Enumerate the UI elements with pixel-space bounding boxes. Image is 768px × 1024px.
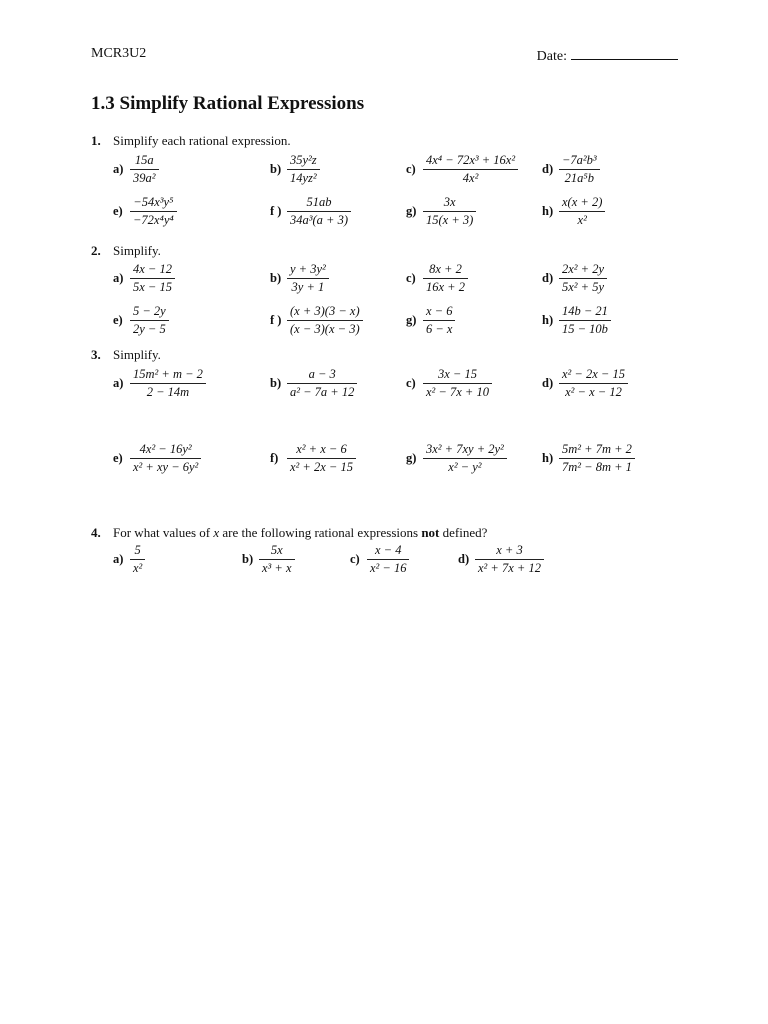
fraction: $\frac{\text{4x² − 16y²}}{\text{x² + xy − 6y²}}$ [130, 443, 201, 474]
q1-part-b: b) $\frac{\text{35y²z}}{\text{14yz²}}$ [270, 154, 320, 185]
q1-part-f: f ) $\frac{51ab}{\text{34a³(a + 3)}}$ [270, 196, 351, 227]
page-title: 1.3 Simplify Rational Expressions [91, 93, 365, 114]
q2-part-d: d) $\frac{\text{2x² + 2y}}{\text{5x² + 5y}}$ [542, 263, 607, 294]
q2-part-e: e) $\frac{5 - 2y}{2y - 5}$ [113, 305, 169, 336]
question-2: 2. Simplify. [91, 243, 161, 258]
fraction: $\frac{5 - 2y}{2y - 5}$ [130, 305, 169, 336]
question-1: 1. Simplify each rational expression. [91, 133, 291, 148]
q4-part-a: a) $\frac{5}{\text{x²}}$ [113, 544, 145, 575]
question-4: 4. For what values of x are the following rational expressions not defined? [91, 525, 488, 540]
fraction: $\frac{3x - 15}{\text{x² − 7x + 10}}$ [423, 368, 492, 399]
q4-part-c: c) $\frac{x - 4}{\text{x² − 16}}$ [350, 544, 409, 575]
fraction: $\frac{a - 3}{\text{a² − 7a + 12}}$ [287, 368, 357, 399]
fraction: $\frac{3x}{15(x + 3)}$ [423, 196, 476, 227]
course-code: MCR3U2 [91, 46, 147, 61]
fraction: $\frac{5x}{\text{x³ + x}}$ [259, 544, 295, 575]
q1-part-e: e) $\frac{\text{−54x³y⁵}}{\text{−72x⁴y⁴}}$ [113, 196, 177, 227]
fraction: $\frac{8x + 2}{16x + 2}$ [423, 263, 468, 294]
q1-part-d: d) $\frac{\text{−7a²b³}}{\text{21a⁵b}}$ [542, 154, 600, 185]
question-1-prompt: Simplify each rational expression. [113, 133, 291, 148]
fraction: $\frac{\text{15m² + m − 2}}{2 - 14m}$ [130, 368, 206, 399]
fraction: $\frac{51ab}{\text{34a³(a + 3)}}$ [287, 196, 351, 227]
q2-part-a: a) $\frac{4x - 12}{5x - 15}$ [113, 263, 175, 294]
fraction: $\frac{\text{3x² + 7xy + 2y²}}{\text{x² − y²}}$ [423, 443, 507, 474]
q3-part-c: c) $\frac{3x - 15}{\text{x² − 7x + 10}}$ [406, 368, 492, 399]
q1-part-a: a) $\frac{15a}{\text{39a²}}$ [113, 154, 159, 185]
fraction: $\frac{x - 4}{\text{x² − 16}}$ [367, 544, 409, 575]
fraction: $\frac{\text{−7a²b³}}{\text{21a⁵b}}$ [559, 154, 600, 185]
date-field [537, 46, 678, 65]
fraction: $\frac{\text{x² − 2x − 15}}{\text{x² − x − 12}}$ [559, 368, 628, 399]
fraction: $\frac{\text{−54x³y⁵}}{\text{−72x⁴y⁴}}$ [130, 196, 177, 227]
q2-part-b: b) $\frac{\text{y + 3y²}}{3y + 1}$ [270, 263, 329, 294]
q3-part-e: e) $\frac{\text{4x² − 16y²}}{\text{x² + xy − 6y²}}$ [113, 443, 201, 474]
q2-part-f: f ) $\frac{(x + 3)(3 - x)}{(x - 3)(x - 3)}$ [270, 305, 363, 336]
question-2-prompt: Simplify. [113, 243, 161, 258]
q3-part-g: g) $\frac{\text{3x² + 7xy + 2y²}}{\text{x² − y²}}$ [406, 443, 507, 474]
fraction: $\frac{x - 6}{6 - x}$ [423, 305, 455, 336]
q3-part-a: a) $\frac{\text{15m² + m − 2}}{2 - 14m}$ [113, 368, 206, 399]
question-3-prompt: Simplify. [113, 347, 161, 362]
q1-part-h: h) $\frac{x(x + 2)}{\text{x²}}$ [542, 196, 605, 227]
question-4-prompt: For what values of x are the following rational expressions not defined? [113, 525, 488, 540]
q2-part-g: g) $\frac{x - 6}{6 - x}$ [406, 305, 455, 336]
q2-part-h: h) $\frac{14b - 21}{15 - 10b}$ [542, 305, 611, 336]
fraction: $\frac{\text{x² + x − 6}}{\text{x² + 2x − 15}}$ [287, 443, 356, 474]
date-label: Date: [536, 49, 567, 64]
question-3: 3. Simplify. [91, 347, 161, 362]
q3-part-d: d) $\frac{\text{x² − 2x − 15}}{\text{x² − x − 12}}$ [542, 368, 628, 399]
q4-part-d: d) $\frac{x + 3}{\text{x² + 7x + 12}}$ [458, 544, 544, 575]
fraction: $\frac{\text{y + 3y²}}{3y + 1}$ [287, 263, 329, 294]
fraction: $\frac{15a}{\text{39a²}}$ [130, 154, 159, 185]
fraction: $\frac{\text{35y²z}}{\text{14yz²}}$ [287, 154, 320, 185]
fraction: $\frac{x(x + 2)}{\text{x²}}$ [559, 196, 605, 227]
q3-part-b: b) $\frac{a - 3}{\text{a² − 7a + 12}}$ [270, 368, 357, 399]
q1-part-c: c) $\frac{\text{4x⁴ − 72x³ + 16x²}}{\text{4x²}}$ [406, 154, 518, 185]
q2-part-c: c) $\frac{8x + 2}{16x + 2}$ [406, 263, 468, 294]
fraction: $\frac{\text{2x² + 2y}}{\text{5x² + 5y}}$ [559, 263, 607, 294]
q4-part-b: b) $\frac{5x}{\text{x³ + x}}$ [242, 544, 295, 575]
fraction: $\frac{\text{5m² + 7m + 2}}{\text{7m² − 8m + 1}}$ [559, 443, 635, 474]
fraction: $\frac{(x + 3)(3 - x)}{(x - 3)(x - 3)}$ [287, 305, 363, 336]
fraction: $\frac{14b - 21}{15 - 10b}$ [559, 305, 611, 336]
q3-part-f: f) $\frac{\text{x² + x − 6}}{\text{x² + 2x − 15}}$ [270, 443, 356, 474]
q1-part-g: g) $\frac{3x}{15(x + 3)}$ [406, 196, 476, 227]
date-blank-line [571, 46, 678, 60]
q3-part-h: h) $\frac{\text{5m² + 7m + 2}}{\text{7m² − 8m + 1}}$ [542, 443, 635, 474]
fraction: $\frac{x + 3}{\text{x² + 7x + 12}}$ [475, 544, 544, 575]
fraction: $\frac{4x - 12}{5x - 15}$ [130, 263, 175, 294]
fraction: $\frac{5}{\text{x²}}$ [130, 544, 145, 575]
fraction: $\frac{\text{4x⁴ − 72x³ + 16x²}}{\text{4x²}}$ [423, 154, 518, 185]
